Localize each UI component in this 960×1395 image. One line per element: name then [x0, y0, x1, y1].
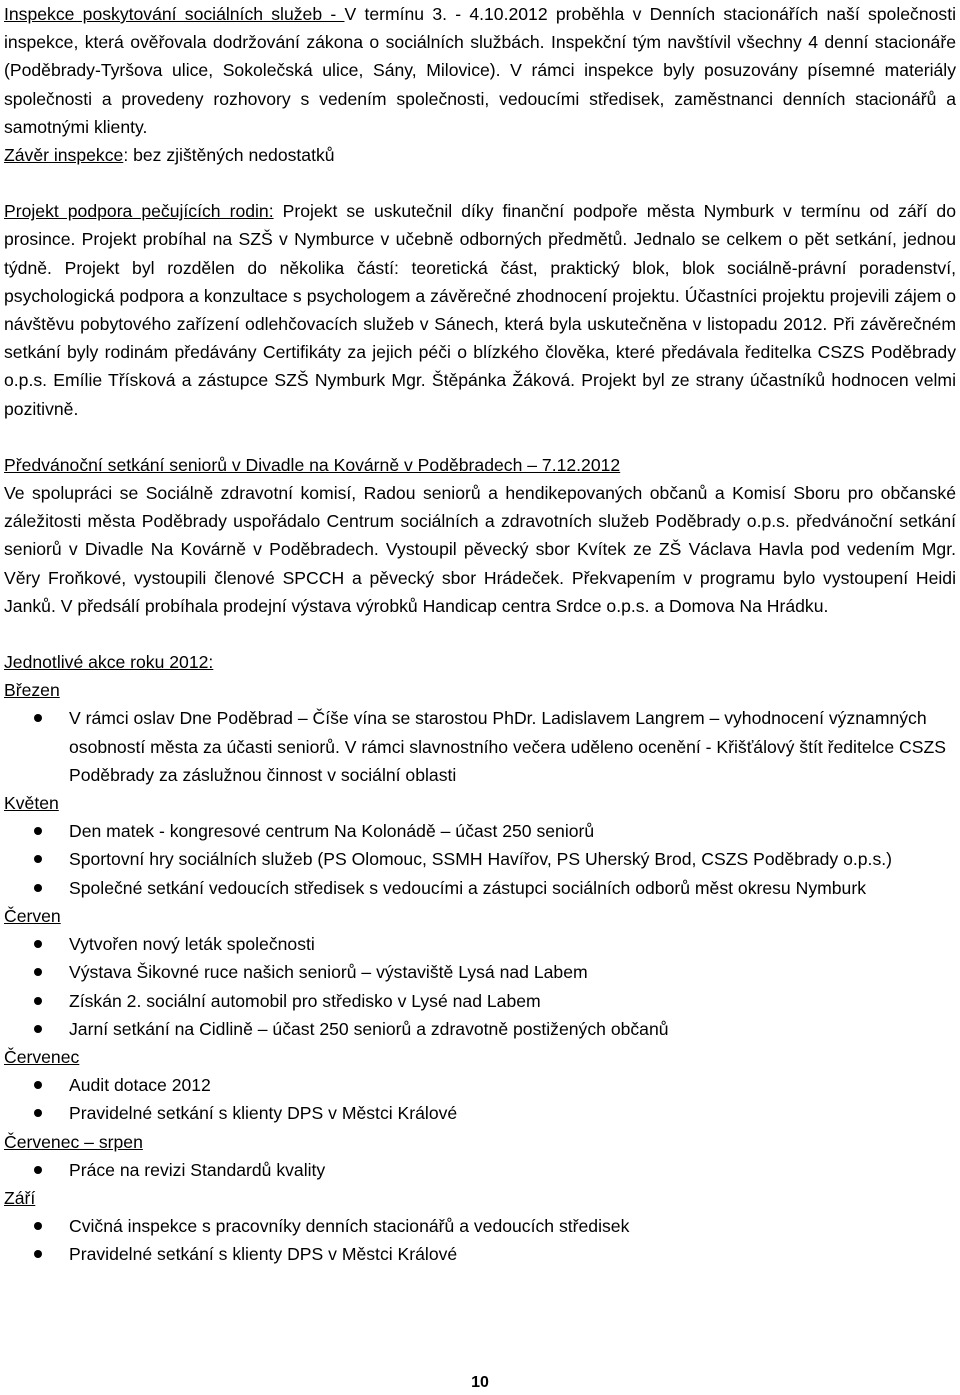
project-text: Projekt se uskutečnil díky finanční podpoře města Nymburk v termínu od září do prosince. Projekt probíhal na SZŠ v Nymburce v učebně odborných předmětů. Jednalo se celkem o pět setkání, jednou týdně. Projekt byl rozdělen do několika částí: teoretická část, praktický blok, blok sociálně-právní poradenství, psychologická podpora a konzultace s psychologem a závěrečné zhodnocení projektu. Účastníci projektu projevili zájem o návštěvu pobytového zařízení odlehčovacích služeb v Sánech, která byla uskutečněna v listopadu 2012. Při závěrečném setkání byly rodinám předávány Certifikáty za jejich péči o blízkého člověka, které předávala ředitelka CSZS Poděbrady o.p.s. Emílie Třísková a zástupce SZŠ Nymburk Mgr. Štěpánka Žáková. Projekt byl ze strany účastníků hodnocen velmi pozitivně. [4, 201, 956, 419]
month-items [4, 704, 956, 789]
christmas-text: Ve spolupráci se Sociálně zdravotní komisí, Radou seniorů a hendikepovaných občanů a Komisí Sboru pro občanské záležitosti města Poděbrady uspořádalo Centrum sociálních a zdravotních služeb Poděbrady o.p.s. předvánoční setkání seniorů v Divadle Na Kovárně v Poděbradech. Vystoupil pěvecký sbor Kvítek ze ZŠ Václava Havla pod vedením Mgr. Věry Froňkové, vystoupili členové SPCCH a pěvecký sbor Hrádeček. Překvapením v programu bylo vystoupení Heidi Janků. V předsálí probíhala prodejní výstava výrobků Handicap centra Srdce o.p.s. a Domova Na Hrádku. [4, 483, 956, 616]
month-items [4, 1071, 956, 1127]
spacer [4, 169, 956, 197]
month-items [4, 930, 956, 1043]
list-item [4, 987, 956, 1015]
list-item [4, 1099, 956, 1127]
list-item-text: Jarní setkání na Cidlině – účast 250 seniorů a zdravotně postižených občanů [69, 1018, 669, 1039]
list-item-text: Společné setkání vedoucích středisek s vedoucími a zástupci sociálních odborů měst okresu Nymburk [69, 877, 866, 898]
list-item [4, 845, 956, 873]
inspection-text: V termínu 3. - 4.10.2012 proběhla v Denních stacionářích naší společnosti inspekce, která ověřovala dodržování zákona o sociálních službách. Inspekční tým navštívil všechny 4 denní stacionáře (Poděbrady-Tyršova ulice, Sokolečská ulice, Sány, Milovice). V rámci inspekce byly posuzovány písemné materiály společnosti a provedeny rozhovory s vedením společnosti, vedoucími středisek, zaměstnanci denních stacionářů a samotnými klienty. [4, 4, 956, 137]
list-item [4, 1015, 956, 1043]
bullet-icon [34, 1250, 42, 1258]
christmas-heading: Předvánoční setkání seniorů v Divadle na Kovárně v Poděbradech – 7.12.2012 [4, 454, 621, 475]
bullet-icon [34, 855, 42, 863]
project-heading: Projekt podpora pečujících rodin: [4, 201, 274, 222]
bullet-icon [34, 1025, 42, 1033]
inspection-conclusion [4, 141, 956, 169]
month-heading: Červen [4, 905, 61, 926]
list-item [4, 1240, 956, 1268]
bullet-icon [34, 1222, 42, 1230]
project-paragraph [4, 197, 956, 423]
month-heading: Květen [4, 793, 59, 814]
spacer [4, 423, 956, 451]
bullet-icon [34, 997, 42, 1005]
list-item [4, 704, 956, 789]
document-page [4, 0, 956, 1269]
bullet-icon [34, 1166, 42, 1174]
list-item-text: V rámci oslav Dne Poděbrad – Číše vína se starostou PhDr. Ladislavem Langrem – vyhodnocení významných osobností města za účasti seniorů. V rámci slavnostního večera uděleno ocenění - Křišťálový štít ředitelce CSZS Poděbrady za záslužnou činnost v sociální oblasti [69, 708, 946, 785]
month-heading: Červenec – srpen [4, 1131, 143, 1152]
bullet-icon [34, 1081, 42, 1089]
list-item [4, 1071, 956, 1099]
inspection-heading: Inspekce poskytování sociálních služeb - [4, 4, 345, 24]
bullet-icon [34, 1109, 42, 1117]
list-item [4, 1212, 956, 1240]
events-list [4, 676, 956, 1268]
bullet-icon [34, 968, 42, 976]
bullet-icon [34, 884, 42, 892]
spacer [4, 620, 956, 648]
list-item-text: Pravidelné setkání s klienty DPS v Městci Králové [69, 1244, 458, 1265]
list-item [4, 874, 956, 902]
list-item-text: Cvičná inspekce s pracovníky denních stacionářů a vedoucích středisek [69, 1216, 630, 1237]
list-item-text: Sportovní hry sociálních služeb (PS Olomouc, SSMH Havířov, PS Uherský Brod, CSZS Poděbrady o.p.s.) [69, 849, 892, 870]
list-item-text: Den matek - kongresové centrum Na Kolonádě – účast 250 seniorů [69, 821, 595, 842]
month-heading: Březen [4, 680, 60, 701]
month-heading: Září [4, 1187, 36, 1208]
list-item [4, 930, 956, 958]
month-items [4, 817, 956, 902]
bullet-icon [34, 827, 42, 835]
list-item-text: Audit dotace 2012 [69, 1075, 211, 1096]
bullet-icon [34, 940, 42, 948]
list-item [4, 817, 956, 845]
page-number: 10 [471, 1374, 489, 1391]
list-item-text: Získán 2. sociální automobil pro středisko v Lysé nad Labem [69, 990, 541, 1011]
conclusion-text: : bez zjištěných nedostatků [123, 145, 335, 166]
events-heading: Jednotlivé akce roku 2012: [4, 652, 214, 673]
list-item [4, 1156, 956, 1184]
month-heading: Červenec [4, 1046, 80, 1067]
bullet-icon [34, 714, 42, 722]
conclusion-label: Závěr inspekce [4, 145, 124, 166]
list-item-text: Výstava Šikovné ruce našich seniorů – výstaviště Lysá nad Labem [69, 962, 588, 983]
inspection-paragraph [4, 0, 956, 141]
list-item-text: Vytvořen nový leták společnosti [69, 934, 315, 955]
list-item-text: Pravidelné setkání s klienty DPS v Městci Králové [69, 1103, 458, 1124]
month-items [4, 1156, 956, 1184]
month-items [4, 1212, 956, 1268]
list-item [4, 958, 956, 986]
list-item-text: Práce na revizi Standardů kvality [69, 1159, 326, 1180]
